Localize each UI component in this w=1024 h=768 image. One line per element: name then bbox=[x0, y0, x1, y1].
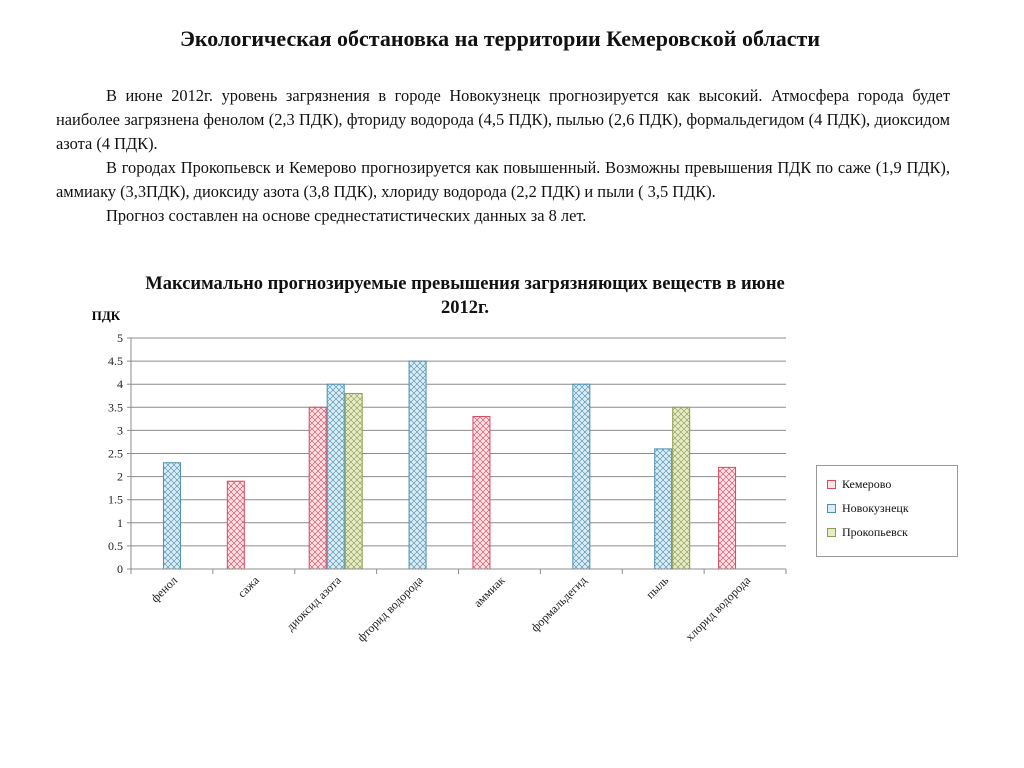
bar-диоксид-азота-1 bbox=[327, 384, 344, 569]
y-tick-label-3: 1.5 bbox=[108, 492, 123, 507]
bar-хлорид-водорода-0 bbox=[719, 467, 736, 569]
y-tick-label-8: 4 bbox=[117, 377, 123, 392]
y-tick-label-7: 3.5 bbox=[108, 400, 123, 415]
y-tick-label-1: 0.5 bbox=[108, 538, 123, 553]
x-tick-label-0: фенол bbox=[147, 573, 181, 606]
bar-формальдегид-1 bbox=[573, 384, 590, 569]
chart-legend bbox=[816, 465, 958, 557]
y-tick-label-2: 1 bbox=[117, 515, 123, 530]
y-tick-label-9: 4.5 bbox=[108, 354, 123, 369]
x-tick-label-1: сажа bbox=[234, 573, 262, 601]
legend-label-kemerovo: Кемерово bbox=[842, 476, 892, 491]
legend-item-kemerovo bbox=[827, 476, 891, 492]
legend-swatch-kemerovo bbox=[827, 480, 836, 489]
chart-title: Максимально прогнозируемые превышения загрязняющих веществ в июне 2012г. bbox=[145, 274, 785, 318]
x-tick-label-7: хлорид водорода bbox=[682, 573, 754, 644]
bar-аммиак-0 bbox=[473, 417, 490, 569]
bar-сажа-0 bbox=[227, 481, 244, 569]
bar-пыль-1 bbox=[655, 449, 672, 569]
legend-label-prokopyevsk: Прокопьевск bbox=[842, 524, 908, 539]
legend-item-novokuznetsk bbox=[827, 500, 909, 516]
y-tick-label-5: 2.5 bbox=[108, 446, 123, 461]
document-title: Экологическая обстановка на территории Кемеровской области bbox=[180, 26, 820, 51]
legend-item-prokopyevsk bbox=[827, 524, 908, 540]
bar-пыль-2 bbox=[673, 407, 690, 569]
y-tick-label-4: 2 bbox=[117, 469, 123, 484]
y-tick-label-0: 0 bbox=[117, 562, 123, 576]
x-tick-label-3: фторид водорода bbox=[354, 573, 426, 645]
y-tick-label-6: 3 bbox=[117, 423, 123, 438]
bars bbox=[163, 361, 735, 569]
x-tick-label-2: диоксид азота bbox=[283, 573, 344, 634]
legend-label-novokuznetsk: Новокузнецк bbox=[842, 500, 909, 515]
bar-диоксид-азота-0 bbox=[309, 407, 326, 569]
bar-диоксид-азота-2 bbox=[345, 393, 362, 569]
paragraph-novokuznetsk: В июне 2012г. уровень загрязнения в городе Новокузнецк прогнозируется как высокий. Атмосфера города будет наиболее загрязнена фенолом (2,3 ПДК), фториду водорода (4,5 ПДК), пылью (2,6 ПДК), формальдегидом (4 ПДК), диоксидом азота (4 ПДК). bbox=[56, 86, 950, 153]
y-tick-label-10: 5 bbox=[117, 331, 123, 345]
y-axis-label: ПДК bbox=[91, 308, 121, 323]
legend-swatch-novokuznetsk bbox=[827, 504, 836, 513]
paragraph-forecast-basis: Прогноз составлен на основе среднестатистических данных за 8 лет. bbox=[106, 206, 587, 225]
x-tick-label-4: аммиак bbox=[470, 573, 508, 611]
bar-фторид-водорода-1 bbox=[409, 361, 426, 569]
paragraph-prokopyevsk-kemerovo: В городах Прокопьевск и Кемерово прогнозируется как повышенный. Возможны превышения ПДК по саже (1,9 ПДК), аммиаку (3,3ПДК), диоксиду азота (3,8 ПДК), хлориду водорода (2,2 ПДК) и пыли ( 3,5 ПДК). bbox=[56, 158, 950, 201]
x-tick-label-5: формальдегид bbox=[527, 573, 590, 635]
x-tick-label-6: пыль bbox=[643, 573, 672, 602]
legend-swatch-prokopyevsk bbox=[827, 528, 836, 537]
bar-фенол-1 bbox=[163, 463, 180, 569]
